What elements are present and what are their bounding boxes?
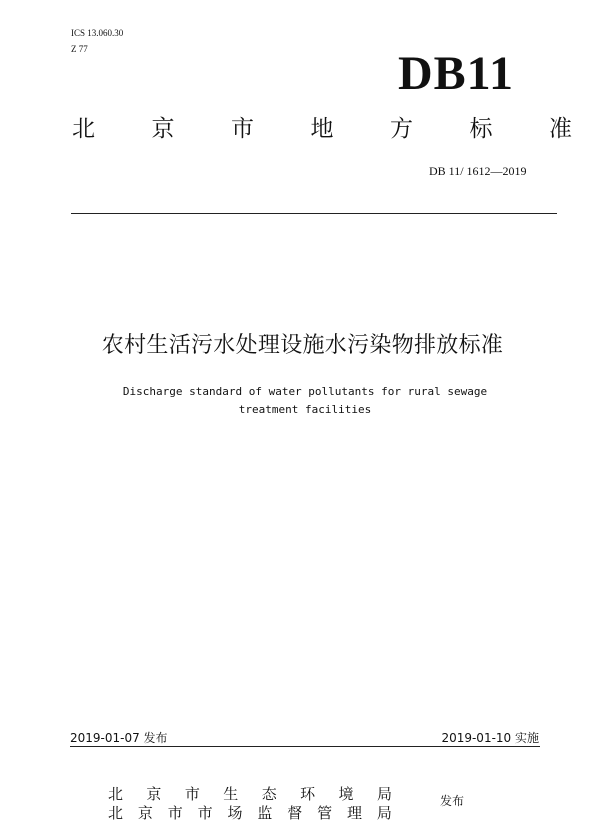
top-divider xyxy=(71,213,557,214)
standard-level-char: 准 xyxy=(549,116,572,142)
issuer-char: 市 xyxy=(167,804,183,822)
standard-number: DB 11/ 1612—2019 xyxy=(429,164,527,178)
implementation-date: 2019-01-10 实施 xyxy=(441,731,539,745)
issuer-char: 北 xyxy=(108,785,124,803)
bottom-divider xyxy=(70,746,540,747)
chinese-title: 农村生活污水处理设施水污染物排放标准 xyxy=(101,333,504,358)
ics-code: ICS 13.060.30 xyxy=(71,28,124,38)
issuer-char: 局 xyxy=(376,804,392,822)
issuer-char: 局 xyxy=(376,785,392,803)
issuer-char: 督 xyxy=(287,804,303,822)
db11-logo: DB11 xyxy=(398,47,515,100)
english-title: Discharge standard of water pollutants for rural sewage treatment facilities xyxy=(122,385,488,416)
standard-level-char: 地 xyxy=(310,116,334,142)
issuer-char: 管 xyxy=(317,804,333,822)
issuer-char: 态 xyxy=(261,785,277,803)
issuer-char: 监 xyxy=(257,804,273,822)
issuer-char: 京 xyxy=(146,785,162,803)
issuer-char: 生 xyxy=(223,785,239,803)
issuer-char: 北 xyxy=(108,804,124,822)
issuer-market-bureau xyxy=(108,803,392,823)
standard-level-char: 京 xyxy=(151,116,175,142)
issued-label: 发布 xyxy=(440,794,465,808)
issuer-ecology-bureau xyxy=(108,784,392,804)
standard-level-char: 标 xyxy=(469,116,493,142)
issuer-char: 境 xyxy=(338,785,354,803)
standard-level-char: 市 xyxy=(231,116,254,142)
publication-date: 2019-01-07 发布 xyxy=(70,731,168,745)
issuer-char: 场 xyxy=(227,804,243,822)
issuer-char: 环 xyxy=(300,785,316,803)
issuer-char: 市 xyxy=(197,804,213,822)
issuer-char: 京 xyxy=(137,804,153,822)
ccs-code: Z 77 xyxy=(71,44,88,54)
issuer-char: 理 xyxy=(347,804,363,822)
standard-level-char: 北 xyxy=(72,116,95,142)
standard-level-char: 方 xyxy=(390,116,413,142)
standard-level-heading xyxy=(72,114,572,144)
issuer-char: 市 xyxy=(184,785,200,803)
